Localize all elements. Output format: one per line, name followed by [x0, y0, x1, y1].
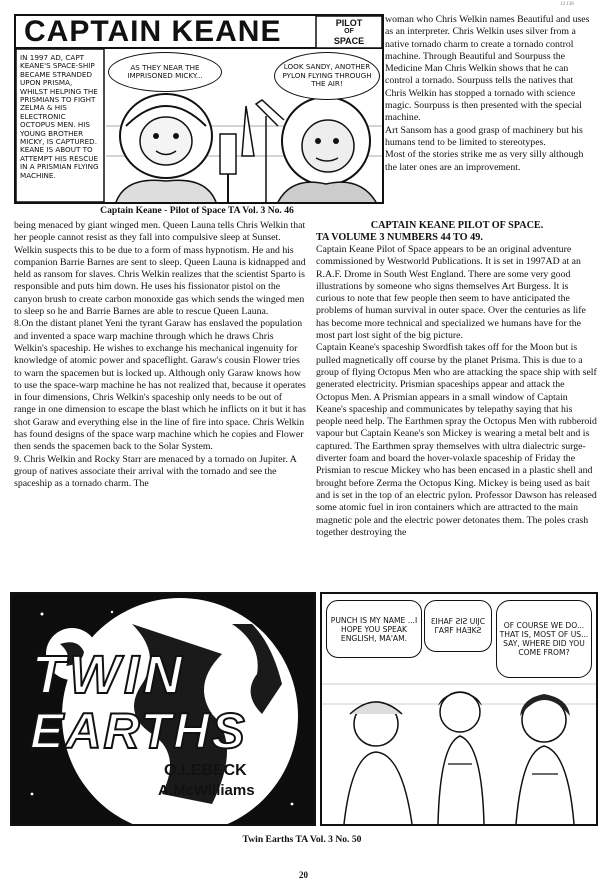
captain-keane-caption: Captain Keane - Pilot of Space TA Vol. 3 No. 46 [100, 205, 294, 216]
page-number: 20 [299, 870, 308, 880]
narration-box: IN 1997 AD, CAPT KEANE'S SPACE-SHIP BECAME STRANDED UPON PRISMA, WHILST HELPING THE PRISMIANS TO FIGHT ZELMA & HIS ELECTRONIC OCTOPUS MEN. HIS YOUNG BROTHER MICKY, IS CAPTURED. KEANE IS ABOUT TO ATTEMPT HIS RESCUE IN A PRISMIAN FLYING MACHINE. [20, 53, 99, 180]
right-column-top-text [385, 14, 595, 174]
earths-title: EARTHS [30, 703, 247, 759]
speech-balloon: AS THEY NEAR THE IMPRISONED MICKY... [108, 52, 222, 92]
twin-earths-comic-panel [320, 592, 598, 826]
speech-balloon: OF COURSE WE DO... THAT IS, MOST OF US... SAY, WHERE DID YOU COME FROM? [496, 600, 592, 678]
paragraph: being menaced by giant winged men. Queen Launa tells Chris Welkin that her people cannot resist as they fall into compulsive sleep at Sunset. Welkin suspects this to be due to a form of mass hypnotism. He and his companion Barrie Barnes are sent to sleep. Queen Launa is kidnapped and held as ransom for slaves. Chris Welkin realizes that the scientist Sparto is responsible and puts him down. He uses his fissionator pistol on the canyon brush to create carbon monoxide gas which sends the winged men to sleep so he and Barrie Barnes are able to rescue Queen Launa. [14, 220, 306, 318]
paragraph: 8.On the distant planet Yeni the tyrant Garaw has enslaved the population and invented a space warp machine through which he draws Chris Welkin's spaceship. He wishes to exchange his mechanical ingenuity for knowledge of atomic power and spaceflight. Garaw's cousin Flower tries to warn the spacemen but is locked up. Although only Garaw knows how to use the space-warp machine he has not realized that, because it operates in four dimensions, Chris Welkin's spaceship only needs to be out of range in one dimension to escape the blast which he inflicts on it but it has shot Garaw and everything else in the line of fire into space. Chris Welkin has found designs of the space warp machine which he copies and Flower then sends the spacemen back to the Solar System. [14, 318, 306, 453]
twin-title: TWIN [32, 645, 186, 705]
speech-balloon: LOOK SANDY, ANOTHER PYLON FLYING THROUGH THE AIR! [274, 52, 380, 100]
alien-speech-balloon: ƐIHAF ƧIƧ UIJC ΓAЯF HAƎKƧ [424, 600, 492, 652]
paragraph: 9. Chris Welkin and Rocky Starr are menaced by a tornado on Jupiter. A group of natives associate their arrival with the tornado and see the spaceship as a tornado charm. The [14, 453, 297, 490]
captain-keane-title: CAPTAIN KEANE [24, 15, 282, 48]
credit-mcwilliams: A.McWilliams [158, 782, 255, 799]
paragraph: Captain Keane's spaceship Swordfish takes off for the Moon but is pulled magnetically off course by the planet Prisma. This is due to a group of flying Octopus Men who are attacking the space ship with self generated electricity. Prismian spaceships appear and attack the Octopus Men. A Prismian appears in a small window of Captain Keane's spaceship and communicates by telepathy saying that his people need help. The Earthmen spray the Octopus Men with rubberoid vapour but Captain Keane's son Mickey is wearing a metal belt and is captured. The Earthmen spray themselves with ultra dialectric surge-diverter foam and board the hover-volaxle spaceship of Friday the Prismian to rescue Mickey who has been encased in a plastic shell and brought before Zerma the Octopus King. Mickey is being used as bait and is set in the top of an electric pylon. Professor Dawson has released some atomic fuel in iron containers which are attracted to the main magnetic pole and the electric power detonates them. The poles crash together destroying the [316, 342, 597, 538]
speech-balloon: PUNCH IS MY NAME ...I HOPE YOU SPEAK ENGLISH, MA'AM. [326, 600, 422, 658]
section-subheading: TA VOLUME 3 NUMBERS 44 TO 49. [316, 232, 483, 243]
section-heading: CAPTAIN KEANE PILOT OF SPACE. [370, 220, 544, 231]
paragraph: woman who Chris Welkin names Beautiful and uses as an interpreter. Chris Welkin uses silver from a native tornado charm to create a tornado control machine. Through Beautiful and Sourpuss the Medicine Man Chris Welkin shows that he can control a tornado. Sourpuss tells the natives that Chris Welkin has stopped a tornado with science magic. Sourpuss is then presented with the special machine. [385, 14, 590, 124]
paragraph: Most of the stories strike me as very silly although the later ones are an improvement. [385, 149, 584, 173]
right-column-main-text [316, 220, 598, 539]
paragraph: Captain Keane Pilot of Space appears to be an original adventure commissioned by Westworld Publications. It is set in 1997AD at an R.A.F. Drome in South West England. There are some very good illustrations by someone who signs themselves Art Burgess. It is curious to note that few people then seem to have anticipated the problems of human survival in outer space. Over the centuries as life has become more technical and specialized we humans have for the most part lost sight of the big picture. [316, 244, 586, 342]
twin-earths-title-panel [10, 592, 316, 826]
paragraph: Art Sansom has a good grasp of machinery but his humans tend to be limited to stereotypes. [385, 124, 583, 148]
left-column-text [14, 220, 306, 491]
captain-keane-comic-panel [14, 14, 384, 204]
pilot-of-space-label: PILOT OF SPACE [333, 18, 365, 46]
twin-earths-caption: Twin Earths TA Vol. 3 No. 50 [242, 834, 362, 845]
page-top-mark: 13 138 [560, 2, 574, 7]
credit-lebeck: O.LEBECK [164, 762, 247, 779]
